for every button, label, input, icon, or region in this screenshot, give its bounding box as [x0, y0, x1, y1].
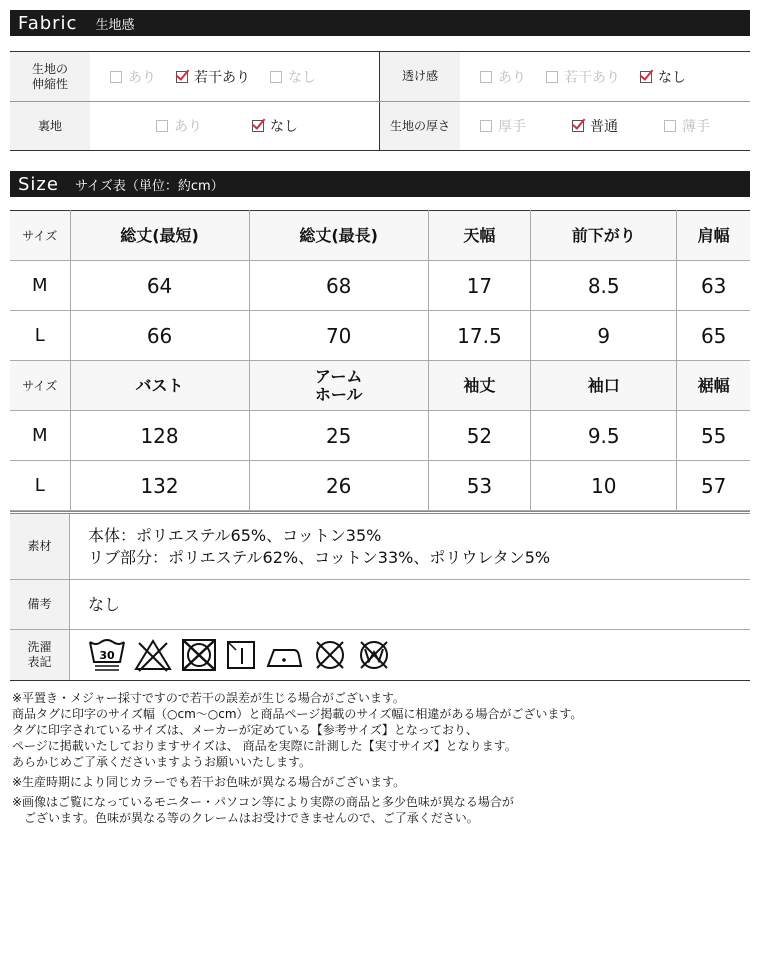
- column-header: アーム ホール: [249, 361, 428, 411]
- no-bleach-icon: [134, 638, 172, 672]
- size-header-row: [10, 211, 750, 261]
- stretch-option-slight: 若干あり: [176, 67, 250, 87]
- checkbox-icon: [546, 71, 558, 83]
- lining-options: [90, 102, 379, 150]
- table-row: [10, 461, 750, 511]
- column-header: バスト: [70, 361, 249, 411]
- checkbox-icon: [480, 71, 492, 83]
- washing-row: [10, 630, 750, 680]
- lining-option-yes: あり: [156, 116, 202, 136]
- table-cell: 63: [677, 261, 750, 311]
- fabric-title: Fabric: [18, 12, 78, 34]
- checkbox-icon: [156, 120, 168, 132]
- note-line: あらかじめご了承くださいますようお願いいたします。: [12, 755, 312, 769]
- stretch-option-no: なし: [270, 67, 316, 87]
- lining-label: 裏地: [10, 102, 90, 150]
- size-row-header: サイズ: [10, 361, 70, 411]
- remarks-value: なし: [88, 594, 121, 614]
- fabric-table: [10, 51, 750, 151]
- lining-cell: [10, 102, 380, 150]
- sheer-option-yes: あり: [480, 67, 526, 87]
- table-cell: 55: [677, 411, 750, 461]
- no-tumble-dry-icon: [180, 638, 218, 672]
- material-line: 本体：ポリエステル65%、コットン35%: [88, 525, 382, 545]
- note-line: 商品タグに印字のサイズ幅（○cm〜○cm）と商品ページ掲載のサイズ幅に相違がある場合がございます。: [12, 707, 583, 721]
- checked-box-icon: [252, 120, 264, 132]
- size-subtitle: サイズ表（単位：約cm）: [74, 178, 224, 194]
- info-table: [10, 511, 750, 681]
- checkbox-icon: [270, 71, 282, 83]
- table-cell: 26: [249, 461, 428, 511]
- note-line: ページに掲載いたしておりますサイズは、 商品を実際に計測した【実寸サイズ】となります。: [12, 739, 517, 753]
- wash-temp-label: 30: [99, 649, 115, 662]
- checkbox-icon: [480, 120, 492, 132]
- lining-option-no: なし: [252, 116, 298, 136]
- table-cell: 65: [677, 311, 750, 361]
- thickness-options: [460, 102, 749, 150]
- fabric-subtitle: 生地感: [95, 17, 135, 33]
- stretch-cell: [10, 52, 380, 101]
- table-cell: 17: [428, 261, 530, 311]
- column-header: 天幅: [428, 211, 530, 261]
- table-cell: 10: [531, 461, 677, 511]
- table-row: [10, 311, 750, 361]
- table-cell: 52: [428, 411, 530, 461]
- stretch-label: 生地の 伸縮性: [10, 52, 90, 101]
- table-cell: 66: [70, 311, 249, 361]
- no-wet-clean-icon: [356, 638, 392, 672]
- fabric-row: [10, 101, 750, 150]
- size-table: [10, 210, 750, 511]
- line-dry-shade-icon: [226, 638, 256, 672]
- material-value: [70, 514, 750, 579]
- iron-low-icon: [264, 638, 304, 672]
- table-cell: 53: [428, 461, 530, 511]
- thickness-option-normal: 普通: [572, 116, 618, 136]
- fabric-section-header: [10, 10, 750, 36]
- sheer-options: [460, 52, 749, 101]
- size-title: Size: [18, 173, 59, 195]
- size-label: M: [10, 261, 70, 311]
- table-row: [10, 411, 750, 461]
- column-header: 総丈(最長): [249, 211, 428, 261]
- material-label: 素材: [10, 514, 70, 579]
- column-header: 前下がり: [531, 211, 677, 261]
- thickness-cell: [380, 102, 749, 150]
- table-cell: 25: [249, 411, 428, 461]
- column-header: 総丈(最短): [70, 211, 249, 261]
- table-row: [10, 261, 750, 311]
- material-line: リブ部分：ポリエステル62%、コットン33%、ポリウレタン5%: [88, 547, 551, 567]
- material-row: [10, 514, 750, 580]
- table-cell: 128: [70, 411, 249, 461]
- table-cell: 132: [70, 461, 249, 511]
- stretch-options: [90, 52, 379, 101]
- table-cell: 68: [249, 261, 428, 311]
- table-cell: 64: [70, 261, 249, 311]
- washing-label: 洗濯 表記: [10, 630, 70, 680]
- note-line: タグに印字されているサイズは、メーカーが定めている【参考サイズ】となっており、: [12, 723, 478, 737]
- wash-30-icon: [88, 638, 126, 672]
- column-header: 袖丈: [428, 361, 530, 411]
- thickness-option-thick: 厚手: [480, 116, 526, 136]
- sheer-cell: [380, 52, 749, 101]
- checked-box-icon: [176, 71, 188, 83]
- remarks-label: 備考: [10, 580, 70, 629]
- table-cell: 57: [677, 461, 750, 511]
- no-dry-clean-icon: [312, 638, 348, 672]
- washing-icons: [70, 630, 750, 680]
- note-line: ※画像はご覧になっているモニター・パソコン等により実際の商品と多少色味が異なる場合が: [12, 795, 514, 809]
- sheer-option-no: なし: [640, 67, 686, 87]
- column-header: 袖口: [531, 361, 677, 411]
- stretch-option-yes: あり: [110, 67, 156, 87]
- column-header: 肩幅: [677, 211, 750, 261]
- sheer-label: 透け感: [380, 52, 460, 101]
- note-line: ございます。色味が異なる等のクレームはお受けできませんので、ご了承ください。: [12, 811, 479, 825]
- size-label: L: [10, 461, 70, 511]
- table-cell: 9.5: [531, 411, 677, 461]
- table-cell: 17.5: [428, 311, 530, 361]
- size-label: M: [10, 411, 70, 461]
- size-label: L: [10, 311, 70, 361]
- table-cell: 8.5: [531, 261, 677, 311]
- note-line: ※生産時期により同じカラーでも若干お色味が異なる場合がございます。: [12, 775, 406, 789]
- table-cell: 70: [249, 311, 428, 361]
- size-section-header: [10, 171, 750, 197]
- size-header-row: [10, 361, 750, 411]
- size-row-header: サイズ: [10, 211, 70, 261]
- checked-box-icon: [572, 120, 584, 132]
- notes: [12, 690, 752, 826]
- thickness-option-thin: 薄手: [664, 116, 710, 136]
- thickness-label: 生地の厚さ: [380, 102, 460, 150]
- note-line: ※平置き・メジャー採寸ですので若干の誤差が生じる場合がございます。: [12, 691, 405, 705]
- checked-box-icon: [640, 71, 652, 83]
- remarks-row: [10, 580, 750, 630]
- column-header: 裾幅: [677, 361, 750, 411]
- checkbox-icon: [110, 71, 122, 83]
- sheer-option-slight: 若干あり: [546, 67, 620, 87]
- table-cell: 9: [531, 311, 677, 361]
- fabric-row: [10, 52, 750, 101]
- checkbox-icon: [664, 120, 676, 132]
